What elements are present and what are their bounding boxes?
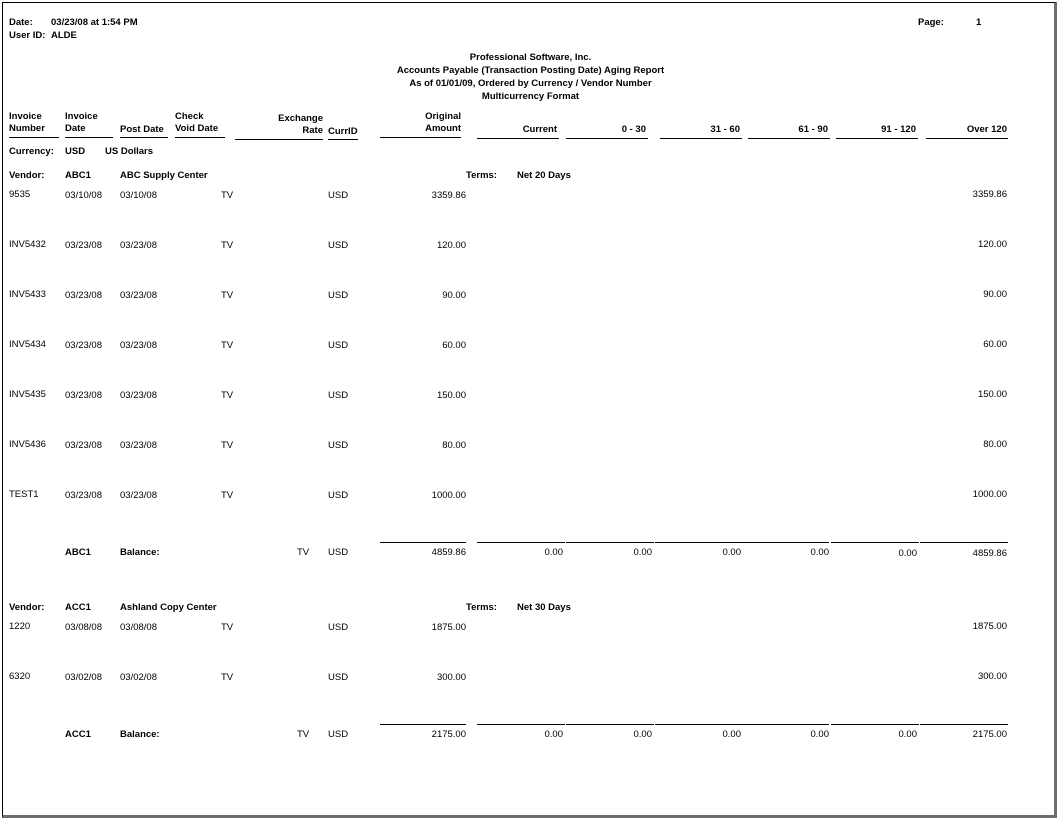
original-amount: 300.00 [436,672,466,683]
post-date: 03/23/08 [120,490,157,501]
balance-original-amount: 2175.00 [431,729,466,740]
over-120-amount: 1875.00 [972,621,1007,632]
currency-name: US Dollars [105,146,154,157]
currency-id: USD [328,390,349,401]
balance-over-120: 4859.86 [972,548,1007,559]
user-id-value: ALDE [51,30,77,41]
terms-label: Terms: [466,602,497,613]
balance-original-amount: 4859.86 [431,547,466,558]
currency-label: Currency: [9,146,54,157]
post-date: 03/23/08 [120,340,157,351]
balance-0-30: 0.00 [633,547,652,558]
currency-id: USD [328,290,349,301]
original-amount: 60.00 [442,340,466,351]
over-120-amount: 300.00 [977,671,1007,682]
page-number: 1 [976,17,982,28]
original-amount: 90.00 [442,290,466,301]
invoice-number: 9535 [9,189,31,200]
col-invoice-number: Invoice Number [9,111,45,134]
over-120-amount: 80.00 [983,439,1007,450]
vendor-label: Vendor: [9,602,45,613]
balance-31-60: 0.00 [722,547,741,558]
invoice-number: INV5434 [9,339,46,350]
original-amount: 1875.00 [431,622,466,633]
invoice-number: INV5436 [9,439,46,450]
currency-id: USD [328,490,349,501]
report-format: Multicurrency Format [481,91,580,102]
over-120-amount: 150.00 [977,389,1007,400]
user-id-label: User ID: [9,30,46,41]
page-label: Page: [918,17,944,28]
col-original-amount: Original Amount [425,111,461,134]
col-check-void-date: Check Void Date [175,111,219,134]
balance-91-120: 0.00 [898,729,917,740]
post-date: 03/08/08 [120,622,157,633]
invoice-number: 6320 [9,671,31,682]
over-120-amount: 60.00 [983,339,1007,350]
invoice-date: 03/23/08 [65,340,102,351]
over-120-amount: 90.00 [983,289,1007,300]
vendor-id: ABC1 [65,170,91,181]
balance-vendor-id: ACC1 [65,729,91,740]
post-date: 03/02/08 [120,672,157,683]
currency-id: USD [328,440,349,451]
transaction-type: TV [221,390,234,401]
invoice-date: 03/23/08 [65,290,102,301]
terms-value: Net 20 Days [517,170,571,181]
over-120-amount: 3359.86 [972,189,1007,200]
vendor-name: ABC Supply Center [120,170,208,181]
col-91-120: 91 - 120 [881,124,916,135]
col-0-30: 0 - 30 [621,124,646,135]
balance-currency: USD [328,729,349,740]
report-page [2,2,1057,818]
original-amount: 3359.86 [431,190,466,201]
original-amount: 120.00 [436,240,466,251]
transaction-type: TV [221,672,234,683]
balance-type: TV [297,729,310,740]
currency-id: USD [328,622,349,633]
transaction-type: TV [221,490,234,501]
transaction-type: TV [221,340,234,351]
balance-61-90: 0.00 [810,547,829,558]
post-date: 03/23/08 [120,390,157,401]
date-value: 03/23/08 at 1:54 PM [51,17,138,28]
invoice-date: 03/02/08 [65,672,102,683]
original-amount: 150.00 [436,390,466,401]
invoice-date: 03/08/08 [65,622,102,633]
col-invoice-date: Invoice Date [65,111,98,134]
balance-label: Balance: [120,729,160,740]
currency-code: USD [65,146,86,157]
over-120-amount: 120.00 [977,239,1007,250]
post-date: 03/23/08 [120,290,157,301]
col-over-120: Over 120 [966,124,1007,135]
original-amount: 80.00 [442,440,466,451]
balance-current: 0.00 [544,547,563,558]
currency-id: USD [328,672,349,683]
vendor-label: Vendor: [9,170,45,181]
col-31-60: 31 - 60 [710,124,740,135]
date-label: Date: [9,17,33,28]
balance-current: 0.00 [544,729,563,740]
post-date: 03/10/08 [120,190,157,201]
vendor-id: ACC1 [65,602,91,613]
terms-label: Terms: [466,170,497,181]
report-subtitle: As of 01/01/09, Ordered by Currency / Vendor Number [409,78,652,89]
currency-id: USD [328,240,349,251]
currency-id: USD [328,190,349,201]
col-exchange-rate: Exchange Rate [278,113,323,136]
balance-31-60: 0.00 [722,729,741,740]
report-title: Accounts Payable (Transaction Posting Date) Aging Report [396,65,665,76]
balance-label: Balance: [120,547,160,558]
invoice-number: TEST1 [9,489,39,500]
invoice-number: INV5432 [9,239,46,250]
vendor-name: Ashland Copy Center [120,602,217,613]
balance-vendor-id: ABC1 [65,547,91,558]
invoice-number: INV5433 [9,289,46,300]
col-curr-id: CurrID [328,126,358,137]
balance-0-30: 0.00 [633,729,652,740]
transaction-type: TV [221,190,234,201]
balance-61-90: 0.00 [810,729,829,740]
invoice-date: 03/23/08 [65,440,102,451]
transaction-type: TV [221,622,234,633]
invoice-date: 03/23/08 [65,240,102,251]
transaction-type: TV [221,440,234,451]
currency-id: USD [328,340,349,351]
balance-type: TV [297,547,310,558]
invoice-date: 03/23/08 [65,490,102,501]
post-date: 03/23/08 [120,440,157,451]
balance-currency: USD [328,547,349,558]
col-post-date: Post Date [120,124,164,135]
original-amount: 1000.00 [431,490,466,501]
terms-value: Net 30 Days [517,602,571,613]
transaction-type: TV [221,240,234,251]
over-120-amount: 1000.00 [972,489,1007,500]
invoice-date: 03/10/08 [65,190,102,201]
transaction-type: TV [221,290,234,301]
balance-91-120: 0.00 [898,548,917,559]
invoice-number: 1220 [9,621,31,632]
invoice-date: 03/23/08 [65,390,102,401]
balance-over-120: 2175.00 [972,729,1007,740]
post-date: 03/23/08 [120,240,157,251]
invoice-number: INV5435 [9,389,46,400]
col-61-90: 61 - 90 [798,124,828,135]
col-current: Current [522,124,557,135]
company-name: Professional Software, Inc. [469,52,592,63]
